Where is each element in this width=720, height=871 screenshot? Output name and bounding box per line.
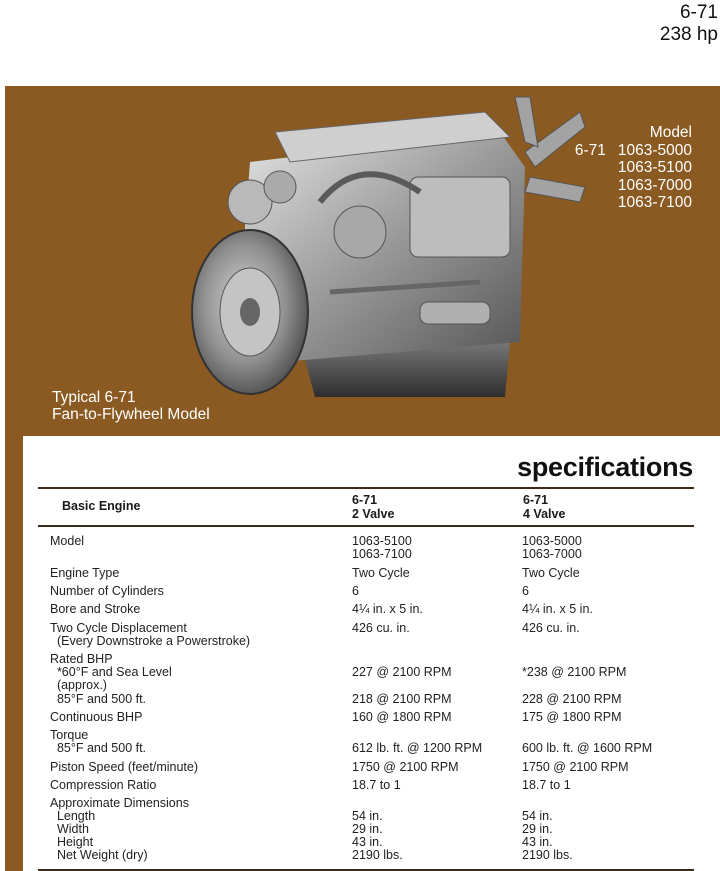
row-label: Continuous BHP	[50, 710, 143, 724]
model-number-list	[575, 124, 692, 212]
row-value-2-valve: 227 @ 2100 RPM	[352, 665, 452, 679]
engine-series: 6-71	[679, 2, 718, 23]
row-value-4-valve: 600 lb. ft. @ 1600 RPM	[522, 741, 653, 755]
row-label: Rated BHP	[50, 652, 113, 666]
row-label: Bore and Stroke	[50, 602, 141, 616]
column-header-line: 6-71	[352, 493, 378, 507]
row-label: *60°F and Sea Level (approx.)	[56, 665, 172, 692]
column-header-line: 6-71	[523, 493, 549, 507]
row-value-4-valve: 228 @ 2100 RPM	[522, 692, 622, 706]
model-number: 1063-7000	[617, 176, 692, 194]
row-label: Approximate Dimensions	[50, 796, 189, 810]
row-value-4-valve: Two Cycle	[522, 566, 580, 580]
specifications-heading: specifications	[517, 452, 693, 482]
caption-line: Fan-to-Flywheel Model	[52, 406, 210, 423]
row-value-2-valve: 218 @ 2100 RPM	[352, 692, 452, 706]
column-header-4-valve	[523, 493, 565, 521]
row-label: Model	[50, 534, 85, 548]
row-label: Engine Type	[50, 566, 120, 580]
row-label: Compression Ratio	[50, 778, 157, 792]
row-value-2-valve: Two Cycle	[352, 566, 410, 580]
column-header-line: 4 Valve	[523, 507, 566, 521]
column-header-basic-engine: Basic Engine	[62, 499, 141, 513]
row-label: Number of Cylinders	[50, 584, 164, 598]
row-value-4-valve: 54 in. 29 in. 43 in. 2190 lbs.	[522, 809, 573, 862]
row-value-4-valve: 6	[522, 584, 529, 598]
horsepower-rating: 238 hp	[659, 24, 718, 45]
row-value-4-valve: 18.7 to 1	[522, 778, 571, 792]
row-value-2-valve: 54 in. 29 in. 43 in. 2190 lbs.	[352, 809, 403, 862]
row-value-2-valve: 1750 @ 2100 RPM	[352, 760, 459, 774]
row-value-2-valve: 426 cu. in.	[352, 621, 410, 635]
row-value-2-valve: 18.7 to 1	[352, 778, 401, 792]
model-number: 1063-5000	[617, 141, 692, 159]
model-series: 6-71	[574, 141, 606, 159]
row-value-4-valve: 175 @ 1800 RPM	[522, 710, 622, 724]
row-value-4-valve: 1750 @ 2100 RPM	[522, 760, 629, 774]
photo-caption	[52, 389, 210, 423]
model-number: 1063-5100	[617, 159, 692, 176]
row-value-2-valve: 1063-5100 1063-7100	[352, 534, 412, 561]
row-label: 85°F and 500 ft.	[50, 692, 147, 706]
table-header-rule	[38, 525, 694, 527]
corner-title	[660, 2, 718, 46]
model-number: 1063-7100	[617, 194, 692, 211]
row-value-4-valve: 426 cu. in.	[522, 621, 580, 635]
row-label: Piston Speed (feet/minute)	[50, 760, 198, 774]
caption-line: Typical 6-71	[52, 389, 136, 406]
row-value-2-valve: 4¼ in. x 5 in.	[352, 602, 423, 616]
row-value-2-valve: 160 @ 1800 RPM	[352, 710, 452, 724]
row-label: Two Cycle Displacement (Every Downstroke a Powerstroke)	[50, 621, 251, 648]
engine-photo	[180, 92, 590, 422]
model-heading: Model	[649, 124, 692, 141]
row-value-2-valve: 612 lb. ft. @ 1200 RPM	[352, 741, 483, 755]
column-header-line: 2 Valve	[352, 507, 395, 521]
row-label: Length Width Height Net Weight (dry)	[56, 809, 148, 862]
row-value-4-valve: 1063-5000 1063-7000	[522, 534, 582, 561]
row-label: Torque 85°F and 500 ft.	[50, 728, 147, 755]
row-value-2-valve: 6	[352, 584, 359, 598]
table-top-rule	[38, 487, 694, 489]
column-header-2-valve	[352, 493, 394, 521]
row-value-4-valve: 4¼ in. x 5 in.	[522, 602, 593, 616]
row-value-4-valve: *238 @ 2100 RPM	[522, 665, 627, 679]
